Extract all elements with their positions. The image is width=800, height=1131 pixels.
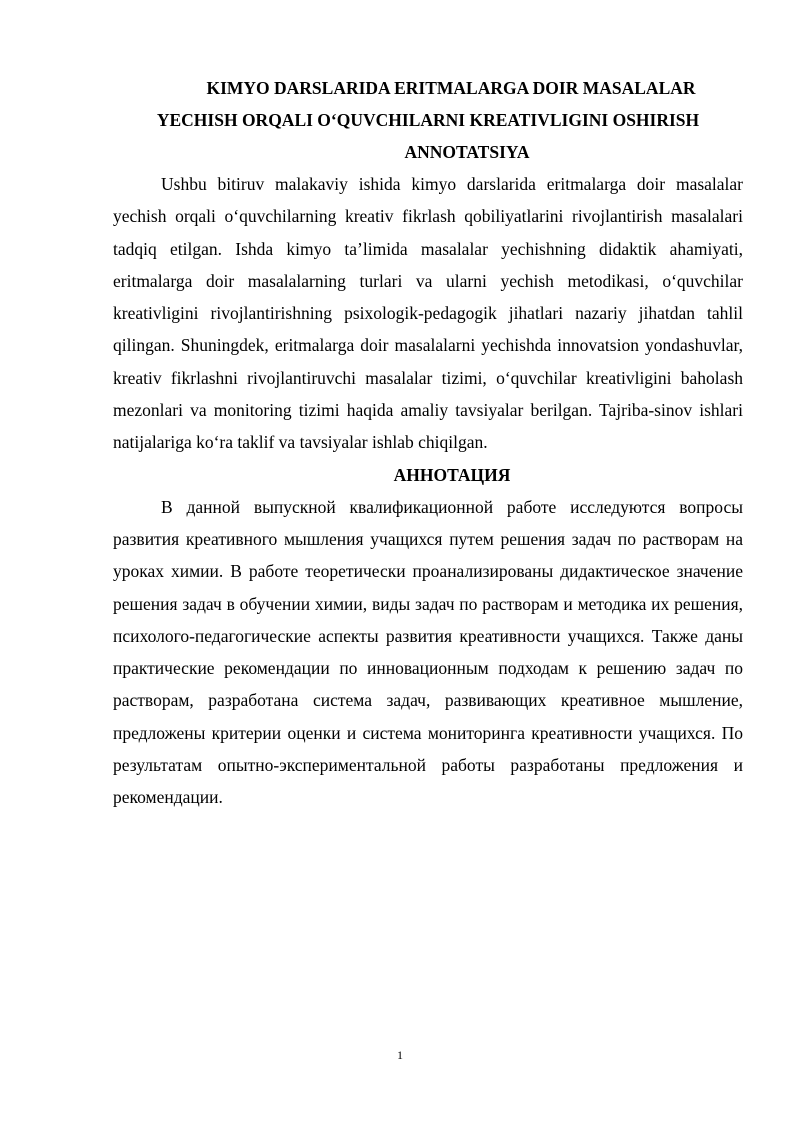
- annotation-ru-heading: АННОТАЦИЯ: [393, 464, 511, 485]
- page-number: 1: [397, 1048, 403, 1062]
- annotation-uz-heading: ANNOTATSIYA: [404, 142, 530, 162]
- annotation-uz-paragraph: Ushbu bitiruv malakaviy ishida kimyo darslarida eritmalarga doir masalalar yechish orqali o‘quvchilarning kreativ fikrlash qobiliyatlarini rivojlantirish masalalari tadqiq etilgan. Ishda kimyo ta’limida masalalar yechishning didaktik ahamiyati, eritmalarga doir masalalarning turlari va ularni yechish metodikasi, o‘quvchilar kreativligini rivojlantirishning psixologik-pedagogik jihatlari nazariy jihatdan tahlil qilingan. Shuningdek, eritmalarga doir masalalarni yechishda innovatsion yondashuvlar, kreativ fikrlashni rivojlantiruvchi masalalar tizimi, o‘quvchilar kreativligini baholash mezonlari va monitoring tizimi haqida amaliy tavsiyalar berilgan. Tajriba-sinov ishlari natijalariga ko‘ra taklif va tavsiyalar ishlab chiqilgan.: [113, 174, 743, 453]
- page-content: [113, 72, 743, 814]
- annotation-ru-paragraph: В данной выпускной квалификационной работе исследуются вопросы развития креативного мышления учащихся путем решения задач по растворам на уроках химии. В работе теоретически проанализированы дидактическое значение решения задач в обучении химии, виды задач по растворам и методика их решения, психолого-педагогические аспекты развития креативности учащихся. Также даны практические рекомендации по инновационным подходам к решению задач по растворам, разработана система задач, развивающих креативное мышление, предложены критерии оценки и система мониторинга креативности учащихся. По результатам опытно-экспериментальной работы разработаны предложения и рекомендации.: [113, 496, 743, 808]
- document-title-line-2: YECHISH ORQALI O‘QUVCHILARNI KREATIVLIGINI OSHIRISH: [156, 110, 700, 130]
- document-title-line-1: KIMYO DARSLARIDA ERITMALARGA DOIR MASALALAR: [206, 78, 696, 98]
